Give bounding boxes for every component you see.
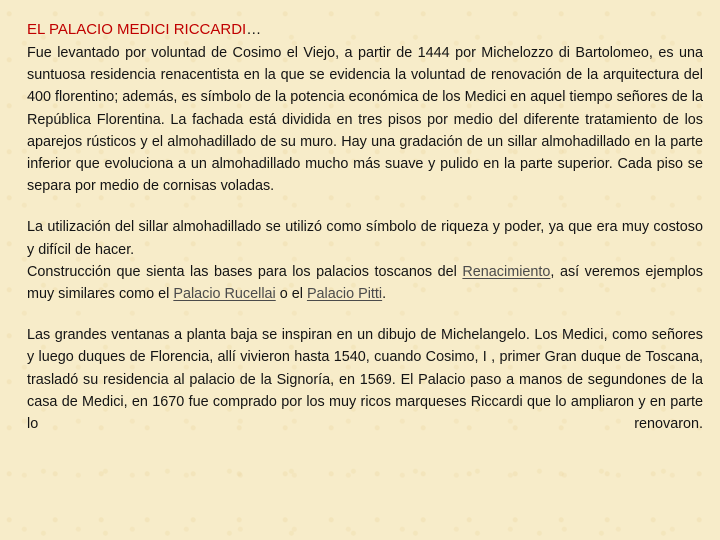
- link-renacimiento[interactable]: Renacimiento: [462, 263, 551, 280]
- paragraph-influence: [27, 261, 703, 305]
- link-palacio-pitti[interactable]: Palacio Pitti: [306, 286, 383, 303]
- link-palacio-rucellai[interactable]: Palacio Rucellai: [173, 286, 276, 303]
- paragraph-rusticated-stone: La utilización del sillar almohadillado se utilizó como símbolo de riqueza y poder, ya que era muy costoso y difícil de hacer.: [27, 219, 703, 258]
- paragraph-history: Fue levantado por voluntad de Cosimo el Viejo, a partir de 1444 por Michelozzo di Bartolomeo, es una suntuosa residencia renacentista en la que se evidencia la voluntad de renovación de la arquitectura del 400 florentino; además, es símbolo de la potencia económica de los Medici en aquel tiempo señores de la República Florentina. La fachada está dividida en tres pisos por medio del diferente tratamiento de los aparejos rústicos y el almohadillado de su muro. Hay una gradación de un sillar almohadillado en la parte inferior que evoluciona a un almohadillado mucho más suave y pulido en la parte superior. Cada piso se separa por medio de cornisas voladas.: [27, 45, 703, 195]
- page-title-main: EL PALACIO MEDICI RICCARDI: [27, 21, 247, 38]
- paragraph-influence-text-between-1: , así veremos ejemplos muy similares como el: [27, 263, 703, 303]
- paragraph-influence-text-before: Construcción que sienta las bases para los palacios toscanos del: [27, 263, 463, 280]
- page-title: [27, 20, 700, 40]
- paragraph-influence-text-between-2: o el: [275, 286, 307, 303]
- paragraph-spacer: [27, 197, 700, 216]
- paragraph-influence-text-after: .: [382, 286, 387, 303]
- page-title-ellipsis: …: [246, 21, 262, 38]
- paragraph-spacer: [27, 305, 700, 324]
- paragraph-windows-and-owners: Las grandes ventanas a planta baja se inspiran en un dibujo de Michelangelo. Los Medici, como señores y luego duques de Florencia, allí vivieron hasta 1540, cuando Cosimo, I , primer Gran duque de Toscana, trasladó su residencia al palacio de la Signoría, en 1569. El Palacio paso a manos de segundones de la casa de Medici, en 1670 fue comprado por los muy ricos marqueses Riccardi que lo ampliaron y en parte lo renovaron.: [27, 327, 703, 433]
